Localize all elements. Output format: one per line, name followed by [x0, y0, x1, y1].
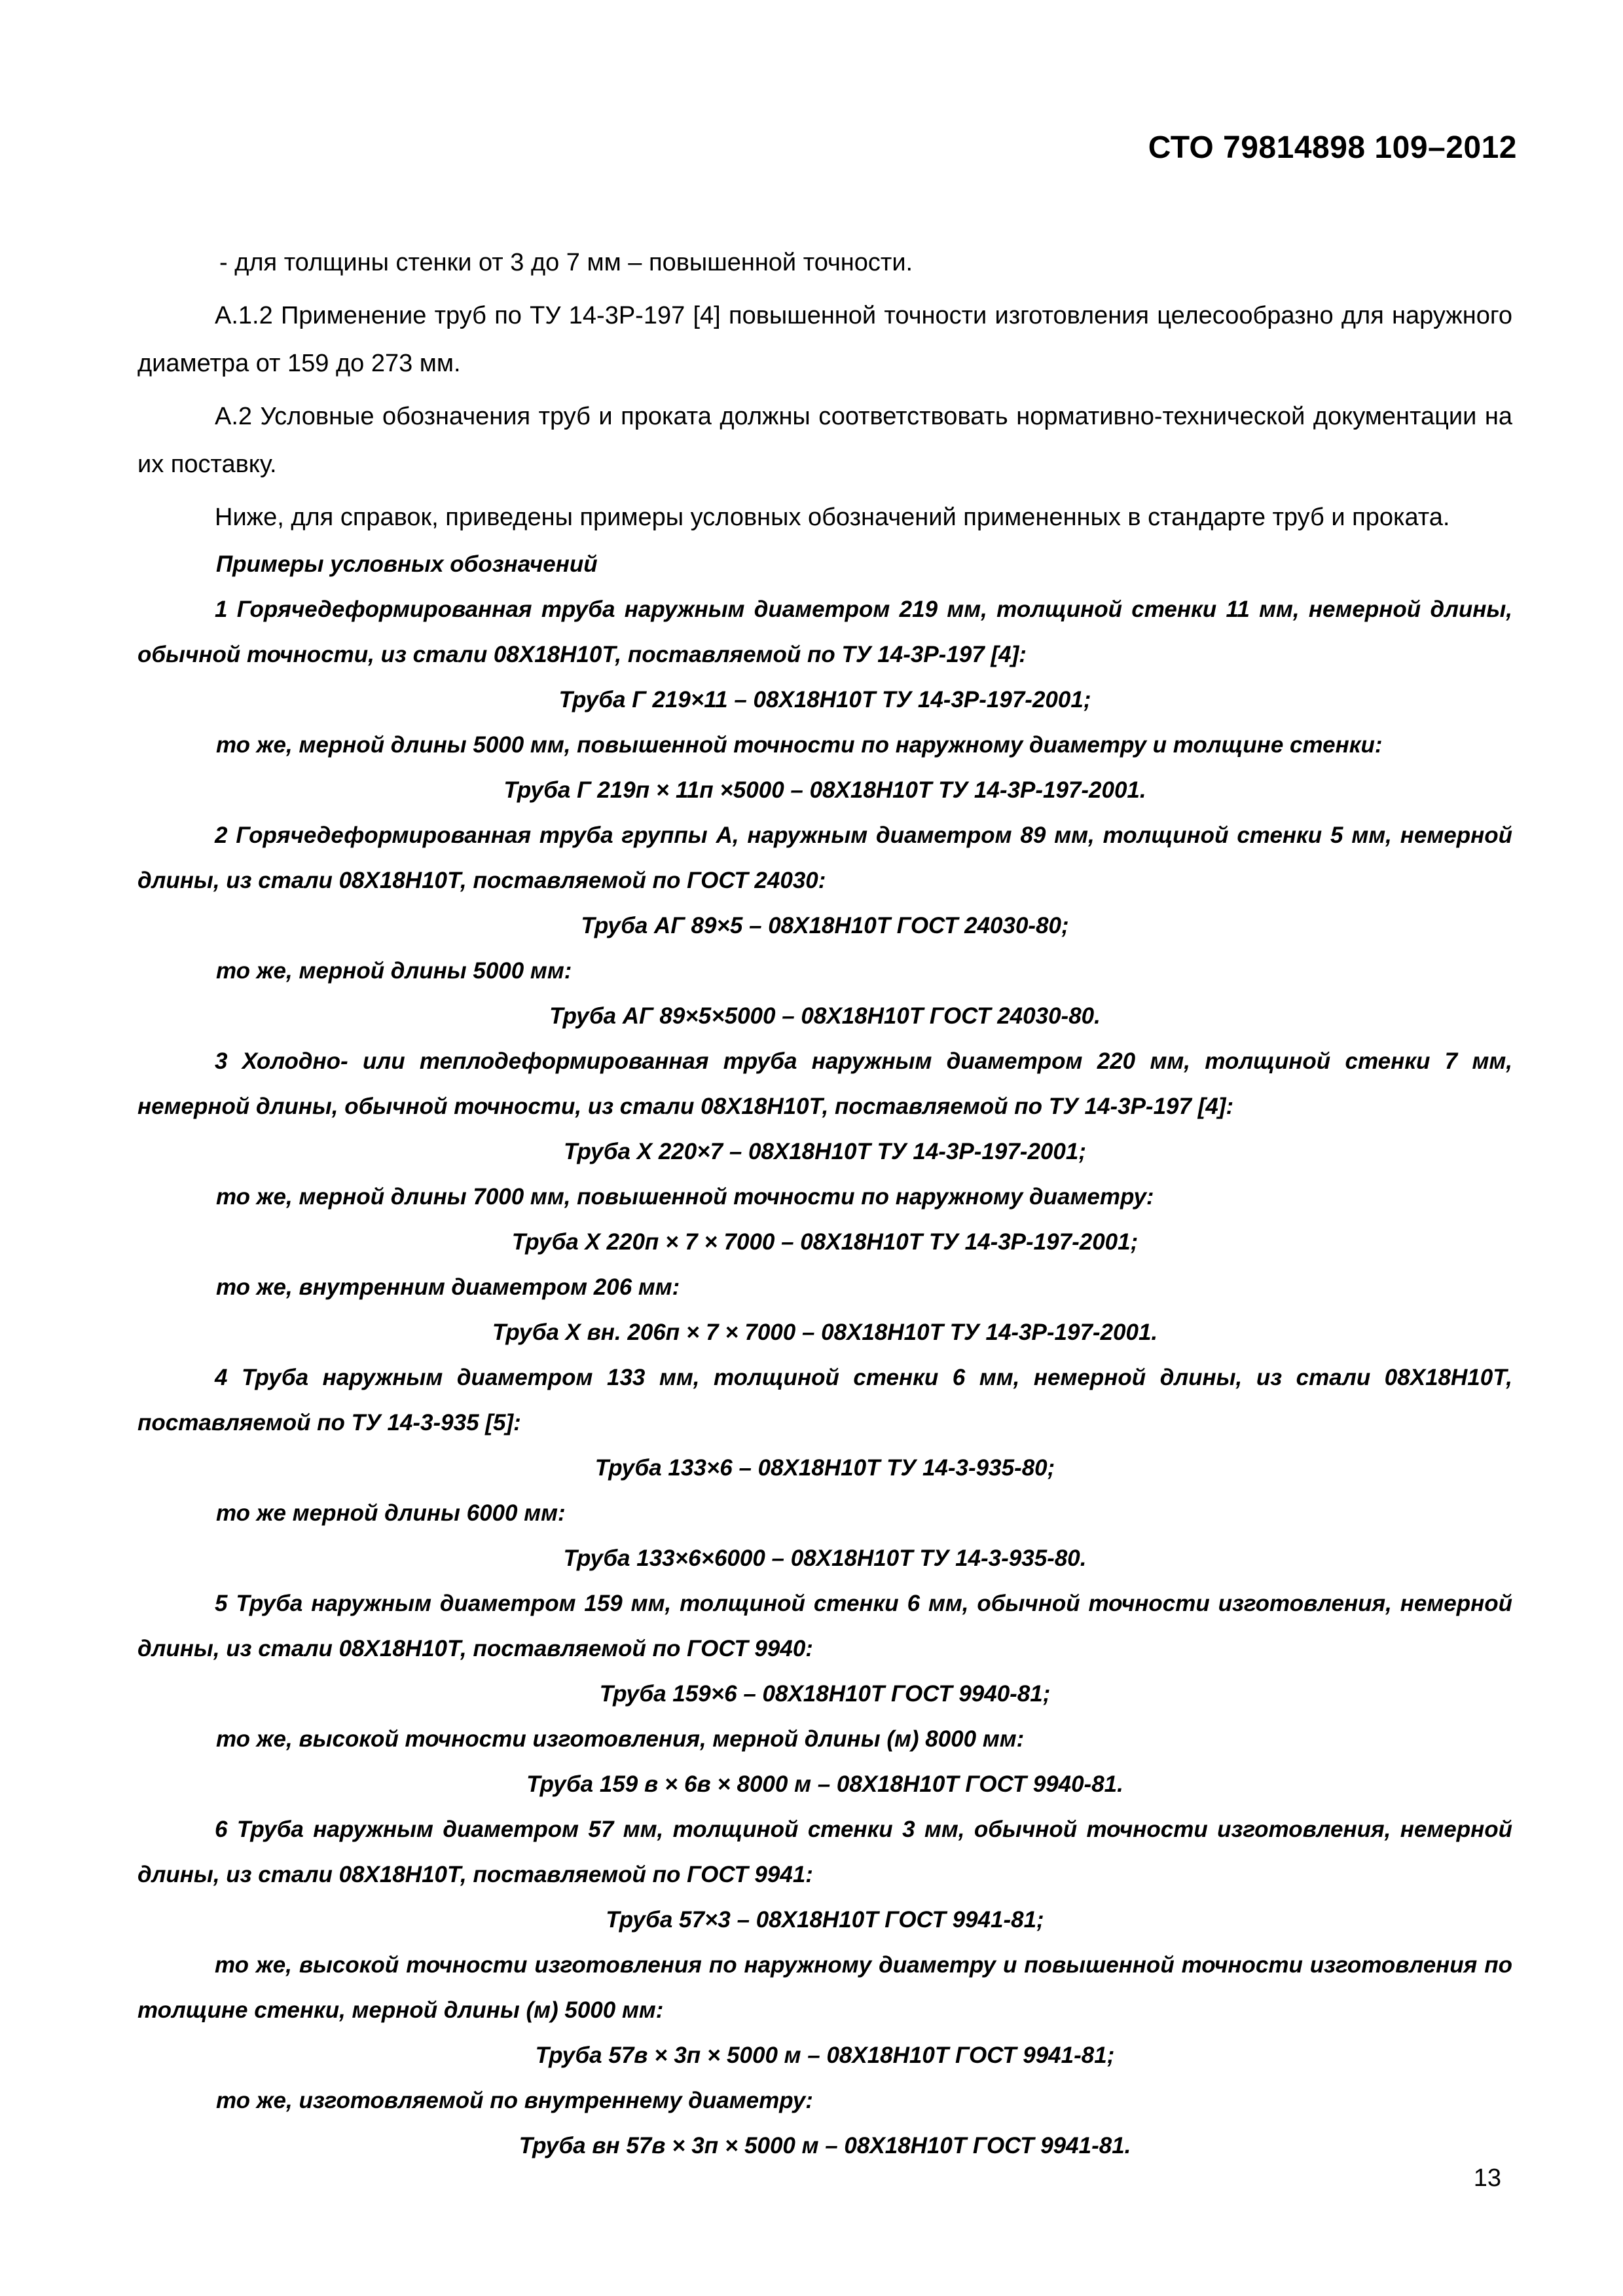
- page-body: [137, 239, 1512, 2168]
- example-1-variant-designation: Труба Г 219п × 11п ×5000 – 08Х18Н10Т ТУ 14-3Р-197-2001.: [503, 777, 1146, 803]
- page-number: 13: [1473, 2164, 1501, 2192]
- example-3-designation: Труба Х 220×7 – 08Х18Н10Т ТУ 14-3Р-197-2001;: [564, 1139, 1086, 1164]
- paragraph-a-2: А.2 Условные обозначения труб и проката должны соответствовать нормативно-технической документации на их поставку.: [137, 403, 1512, 478]
- example-6-variant-text: то же, высокой точности изготовления по наружному диаметру и повышенной точности изготовления по толщине стенки, мерной длины (м) 5000 мм:: [137, 1952, 1512, 2023]
- example-5-text: 5 Труба наружным диаметром 159 мм, толщиной стенки 6 мм, обычной точности изготовления, немерной длины, из стали 08Х18Н10Т, поставляемой по ГОСТ 9940:: [137, 1591, 1512, 1661]
- example-2-designation: Труба АГ 89×5 – 08Х18Н10Т ГОСТ 24030-80;: [581, 913, 1069, 938]
- document-code-header: СТО 79814898 109–2012: [1148, 130, 1517, 165]
- example-1-variant-text: то же, мерной длины 5000 мм, повышенной точности по наружному диаметру и толщине стенки:: [216, 732, 1383, 758]
- example-3-variant-text: то же, мерной длины 7000 мм, повышенной точности по наружному диаметру:: [216, 1184, 1154, 1210]
- example-5-variant-designation: Труба 159 в × 6в × 8000 м – 08Х18Н10Т ГОСТ 9940-81.: [526, 1771, 1123, 1797]
- example-4-variant-text: то же мерной длины 6000 мм:: [216, 1500, 566, 1526]
- example-3-variant-designation: Труба Х 220п × 7 × 7000 – 08Х18Н10Т ТУ 14-3Р-197-2001;: [511, 1229, 1139, 1255]
- example-6-text: 6 Труба наружным диаметром 57 мм, толщиной стенки 3 мм, обычной точности изготовления, немерной длины, из стали 08Х18Н10Т, поставляемой по ГОСТ 9941:: [137, 1817, 1512, 1887]
- example-4-designation: Труба 133×6 – 08Х18Н10Т ТУ 14-3-935-80;: [594, 1455, 1055, 1481]
- example-4-variant-designation: Труба 133×6×6000 – 08Х18Н10Т ТУ 14-3-935-80.: [563, 1546, 1087, 1571]
- example-6-variant2-designation: Труба вн 57в × 3п × 5000 м – 08Х18Н10Т ГОСТ 9941-81.: [519, 2133, 1131, 2158]
- example-6-variant-designation: Труба 57в × 3п × 5000 м – 08Х18Н10Т ГОСТ 9941-81;: [535, 2043, 1115, 2068]
- paragraph-reference-intro: Ниже, для справок, приведены примеры условных обозначений примененных в стандарте труб и проката.: [215, 504, 1450, 531]
- example-6-designation: Труба 57×3 – 08Х18Н10Т ГОСТ 9941-81;: [606, 1907, 1044, 1933]
- examples-heading: Примеры условных обозначений: [216, 551, 598, 577]
- example-4-text: 4 Труба наружным диаметром 133 мм, толщиной стенки 6 мм, немерной длины, из стали 08Х18Н10Т, поставляемой по ТУ 14-3-935 [5]:: [137, 1365, 1512, 1435]
- example-3-variant2-designation: Труба Х вн. 206п × 7 × 7000 – 08Х18Н10Т ТУ 14-3Р-197-2001.: [492, 1320, 1158, 1345]
- example-6-variant2-text: то же, изготовляемой по внутреннему диаметру:: [216, 2088, 813, 2113]
- example-1-designation: Труба Г 219×11 – 08Х18Н10Т ТУ 14-3Р-197-2001;: [558, 687, 1091, 713]
- example-3-text: 3 Холодно- или теплодеформированная труба наружным диаметром 220 мм, толщиной стенки 7 мм, немерной длины, обычной точности, из стали 08Х18Н10Т, поставляемой по ТУ 14-3Р-197 [4]:: [137, 1048, 1512, 1119]
- paragraph-a-1-2: А.1.2 Применение труб по ТУ 14-3Р-197 [4] повышенной точности изготовления целесообразно для наружного диаметра от 159 до 273 мм.: [137, 302, 1512, 377]
- example-5-designation: Труба 159×6 – 08Х18Н10Т ГОСТ 9940-81;: [599, 1681, 1051, 1707]
- example-2-variant-text: то же, мерной длины 5000 мм:: [216, 958, 572, 984]
- paragraph-wall-thickness-note: - для толщины стенки от 3 до 7 мм – повышенной точности.: [219, 249, 913, 276]
- example-1-text: 1 Горячедеформированная труба наружным диаметром 219 мм, толщиной стенки 11 мм, немерной длины, обычной точности, из стали 08Х18Н10Т, поставляемой по ТУ 14-3Р-197 [4]:: [137, 597, 1512, 667]
- example-2-text: 2 Горячедеформированная труба группы А, наружным диаметром 89 мм, толщиной стенки 5 мм, немерной длины, из стали 08Х18Н10Т, поставляемой по ГОСТ 24030:: [137, 823, 1512, 893]
- example-5-variant-text: то же, высокой точности изготовления, мерной длины (м) 8000 мм:: [216, 1726, 1025, 1752]
- example-2-variant-designation: Труба АГ 89×5×5000 – 08Х18Н10Т ГОСТ 24030-80.: [549, 1003, 1101, 1029]
- example-3-variant2-text: то же, внутренним диаметром 206 мм:: [216, 1274, 680, 1300]
